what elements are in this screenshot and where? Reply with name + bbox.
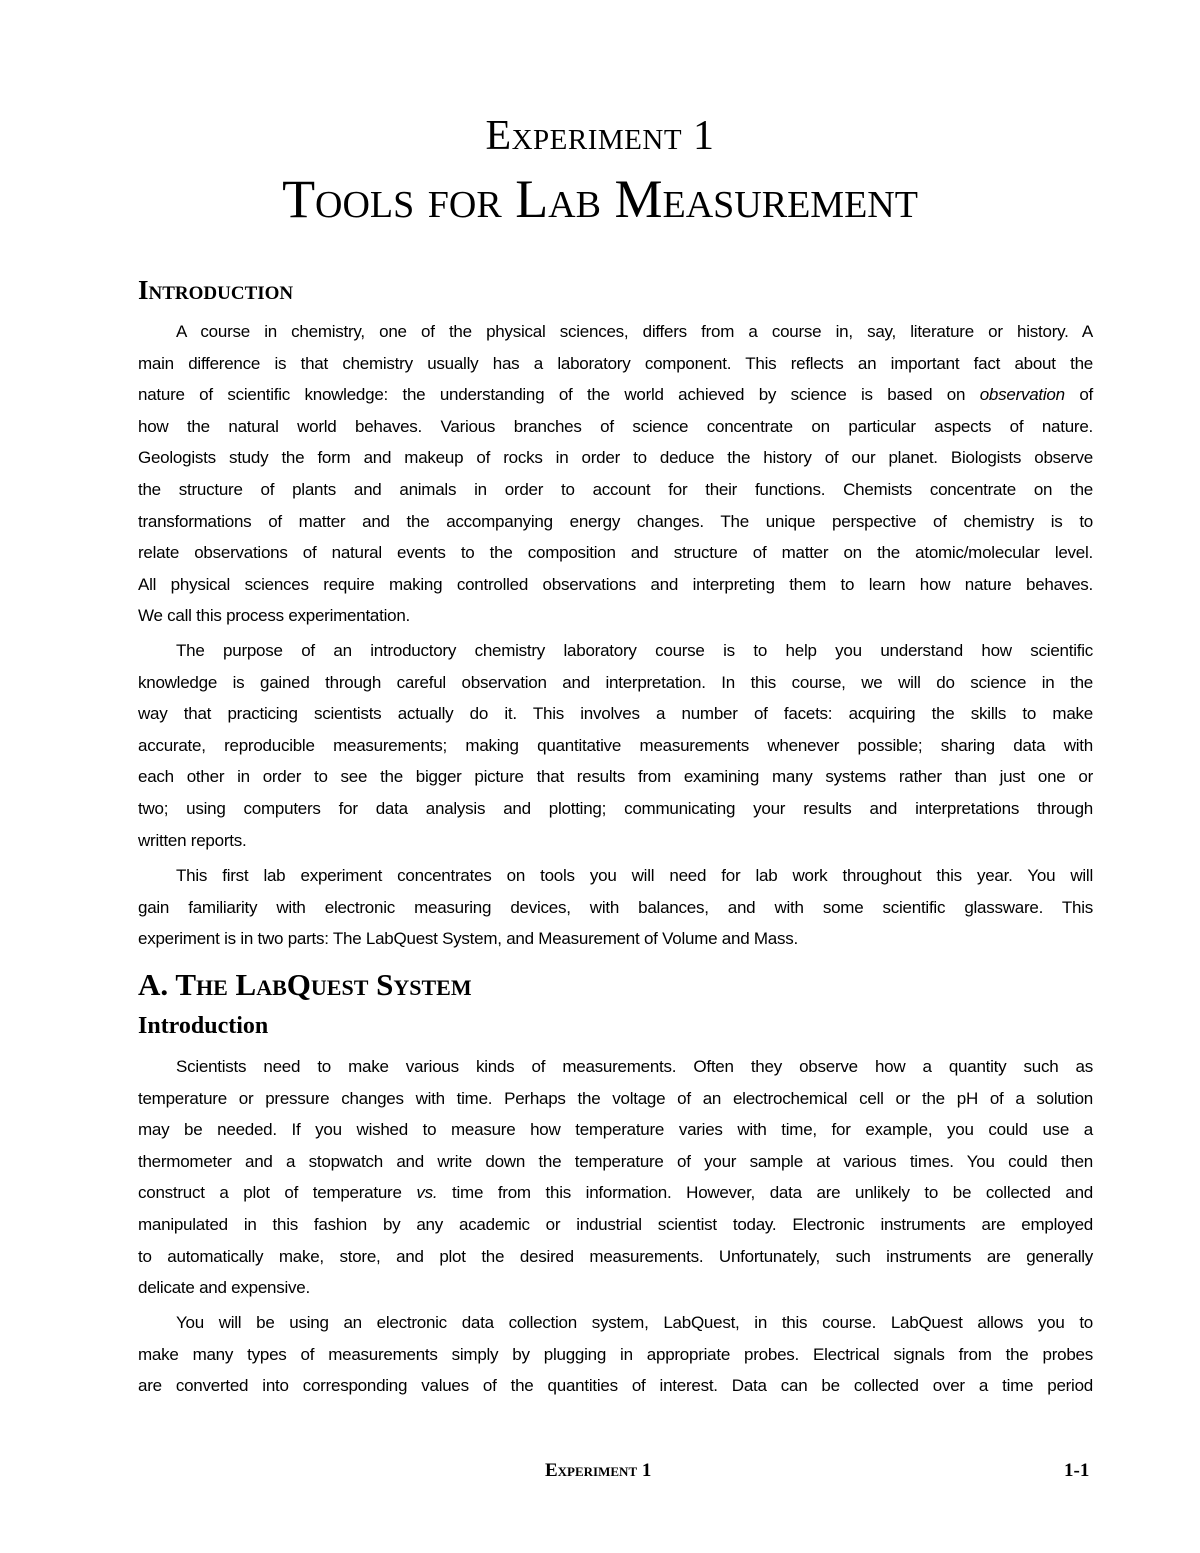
text-line: the structure of plants and animals in order to account for their functions. Chemists concentrate on the: [138, 479, 1093, 499]
text-line: [138, 379, 1093, 411]
text-line: You will be using an electronic data collection system, LabQuest, in this course. LabQuest allows you to: [176, 1313, 1093, 1332]
introduction-heading: Introduction: [138, 275, 294, 305]
intro-paragraph-1: [138, 316, 1093, 632]
page-title: Tools for Lab Measurement: [282, 169, 918, 229]
text-line: to automatically make, store, and plot the desired measurements. Unfortunately, such instruments are generally: [138, 1246, 1093, 1266]
text-segment: of: [1064, 385, 1093, 405]
text-line: accurate, reproducible measurements; making quantitative measurements whenever possible; sharing data with: [138, 735, 1093, 755]
text-line: relate observations of natural events to the composition and structure of matter on the atomic/molecular level.: [138, 543, 1093, 563]
text-line: gain familiarity with electronic measuring devices, with balances, and with some scientific glassware. This: [138, 897, 1093, 917]
intro-paragraph-2: [138, 635, 1093, 856]
text-line: make many types of measurements simply by plugging in appropriate probes. Electrical signals from the probes: [138, 1344, 1093, 1364]
section-a-paragraph-1: [138, 1051, 1093, 1304]
text-line: way that practicing scientists actually do it. This involves a number of facets: acquiring the skills to make: [138, 704, 1093, 724]
text-line: transformations of matter and the accompanying energy changes. The unique perspective of chemistry is to: [138, 511, 1093, 531]
text-line: All physical sciences require making controlled observations and interpreting them to learn how nature behaves.: [138, 574, 1093, 594]
text-line: knowledge is gained through careful observation and interpretation. In this course, we will do science in the: [138, 672, 1093, 692]
footer-label: Experiment 1: [545, 1460, 652, 1481]
intro-paragraph-3: [138, 860, 1093, 955]
text-line: how the natural world behaves. Various branches of science concentrate on particular aspects of nature.: [138, 416, 1093, 436]
text-line: A course in chemistry, one of the physical sciences, differs from a course in, say, literature or history. A: [176, 322, 1093, 341]
text-line: [138, 1177, 1093, 1209]
emphasis-text: observation: [979, 385, 1065, 405]
text-line: thermometer and a stopwatch and write down the temperature of your sample at various times. You could then: [138, 1151, 1093, 1171]
text-line: This first lab experiment concentrates on tools you will need for lab work throughout this year. You will: [176, 866, 1093, 885]
text-line: experiment is in two parts: The LabQuest System, and Measurement of Volume and Mass.: [138, 929, 798, 949]
text-line: each other in order to see the bigger picture that results from examining many systems rather than just one or: [138, 767, 1093, 787]
section-a-heading: A. The LabQuest System: [138, 967, 472, 1002]
text-line: Scientists need to make various kinds of measurements. Often they observe how a quantity such as: [176, 1057, 1093, 1076]
text-line: delicate and expensive.: [138, 1278, 310, 1298]
section-a-subheading: Introduction: [138, 1013, 269, 1039]
text-line: written reports.: [138, 830, 247, 850]
text-segment: nature of scientific knowledge: the understanding of the world achieved by science is based on: [138, 385, 980, 405]
text-segment: time from this information. However, data are unlikely to be collected and: [437, 1183, 1093, 1203]
text-line: temperature or pressure changes with time. Perhaps the voltage of an electrochemical cell or the pH of a solution: [138, 1088, 1093, 1108]
section-a-paragraph-2: [138, 1307, 1093, 1402]
text-line: manipulated in this fashion by any academic or industrial scientist today. Electronic instruments are employed: [138, 1214, 1093, 1234]
text-line: Geologists study the form and makeup of rocks in order to deduce the history of our planet. Biologists observe: [138, 448, 1093, 468]
page-number: 1-1: [1064, 1460, 1090, 1481]
text-line: The purpose of an introductory chemistry laboratory course is to help you understand how scientific: [176, 641, 1093, 660]
text-line: two; using computers for data analysis and plotting; communicating your results and interpretations through: [138, 798, 1093, 818]
experiment-number-heading: Experiment 1: [485, 113, 715, 159]
text-line: main difference is that chemistry usually has a laboratory component. This reflects an important fact about the: [138, 353, 1093, 373]
emphasis-text: vs.: [416, 1183, 438, 1203]
text-line: are converted into corresponding values of the quantities of interest. Data can be collected over a time period: [138, 1376, 1093, 1396]
text-line: may be needed. If you wished to measure how temperature varies with time, for example, you could use a: [138, 1120, 1093, 1140]
text-line: We call this process experimentation.: [138, 606, 411, 626]
text-segment: construct a plot of temperature: [138, 1183, 417, 1203]
